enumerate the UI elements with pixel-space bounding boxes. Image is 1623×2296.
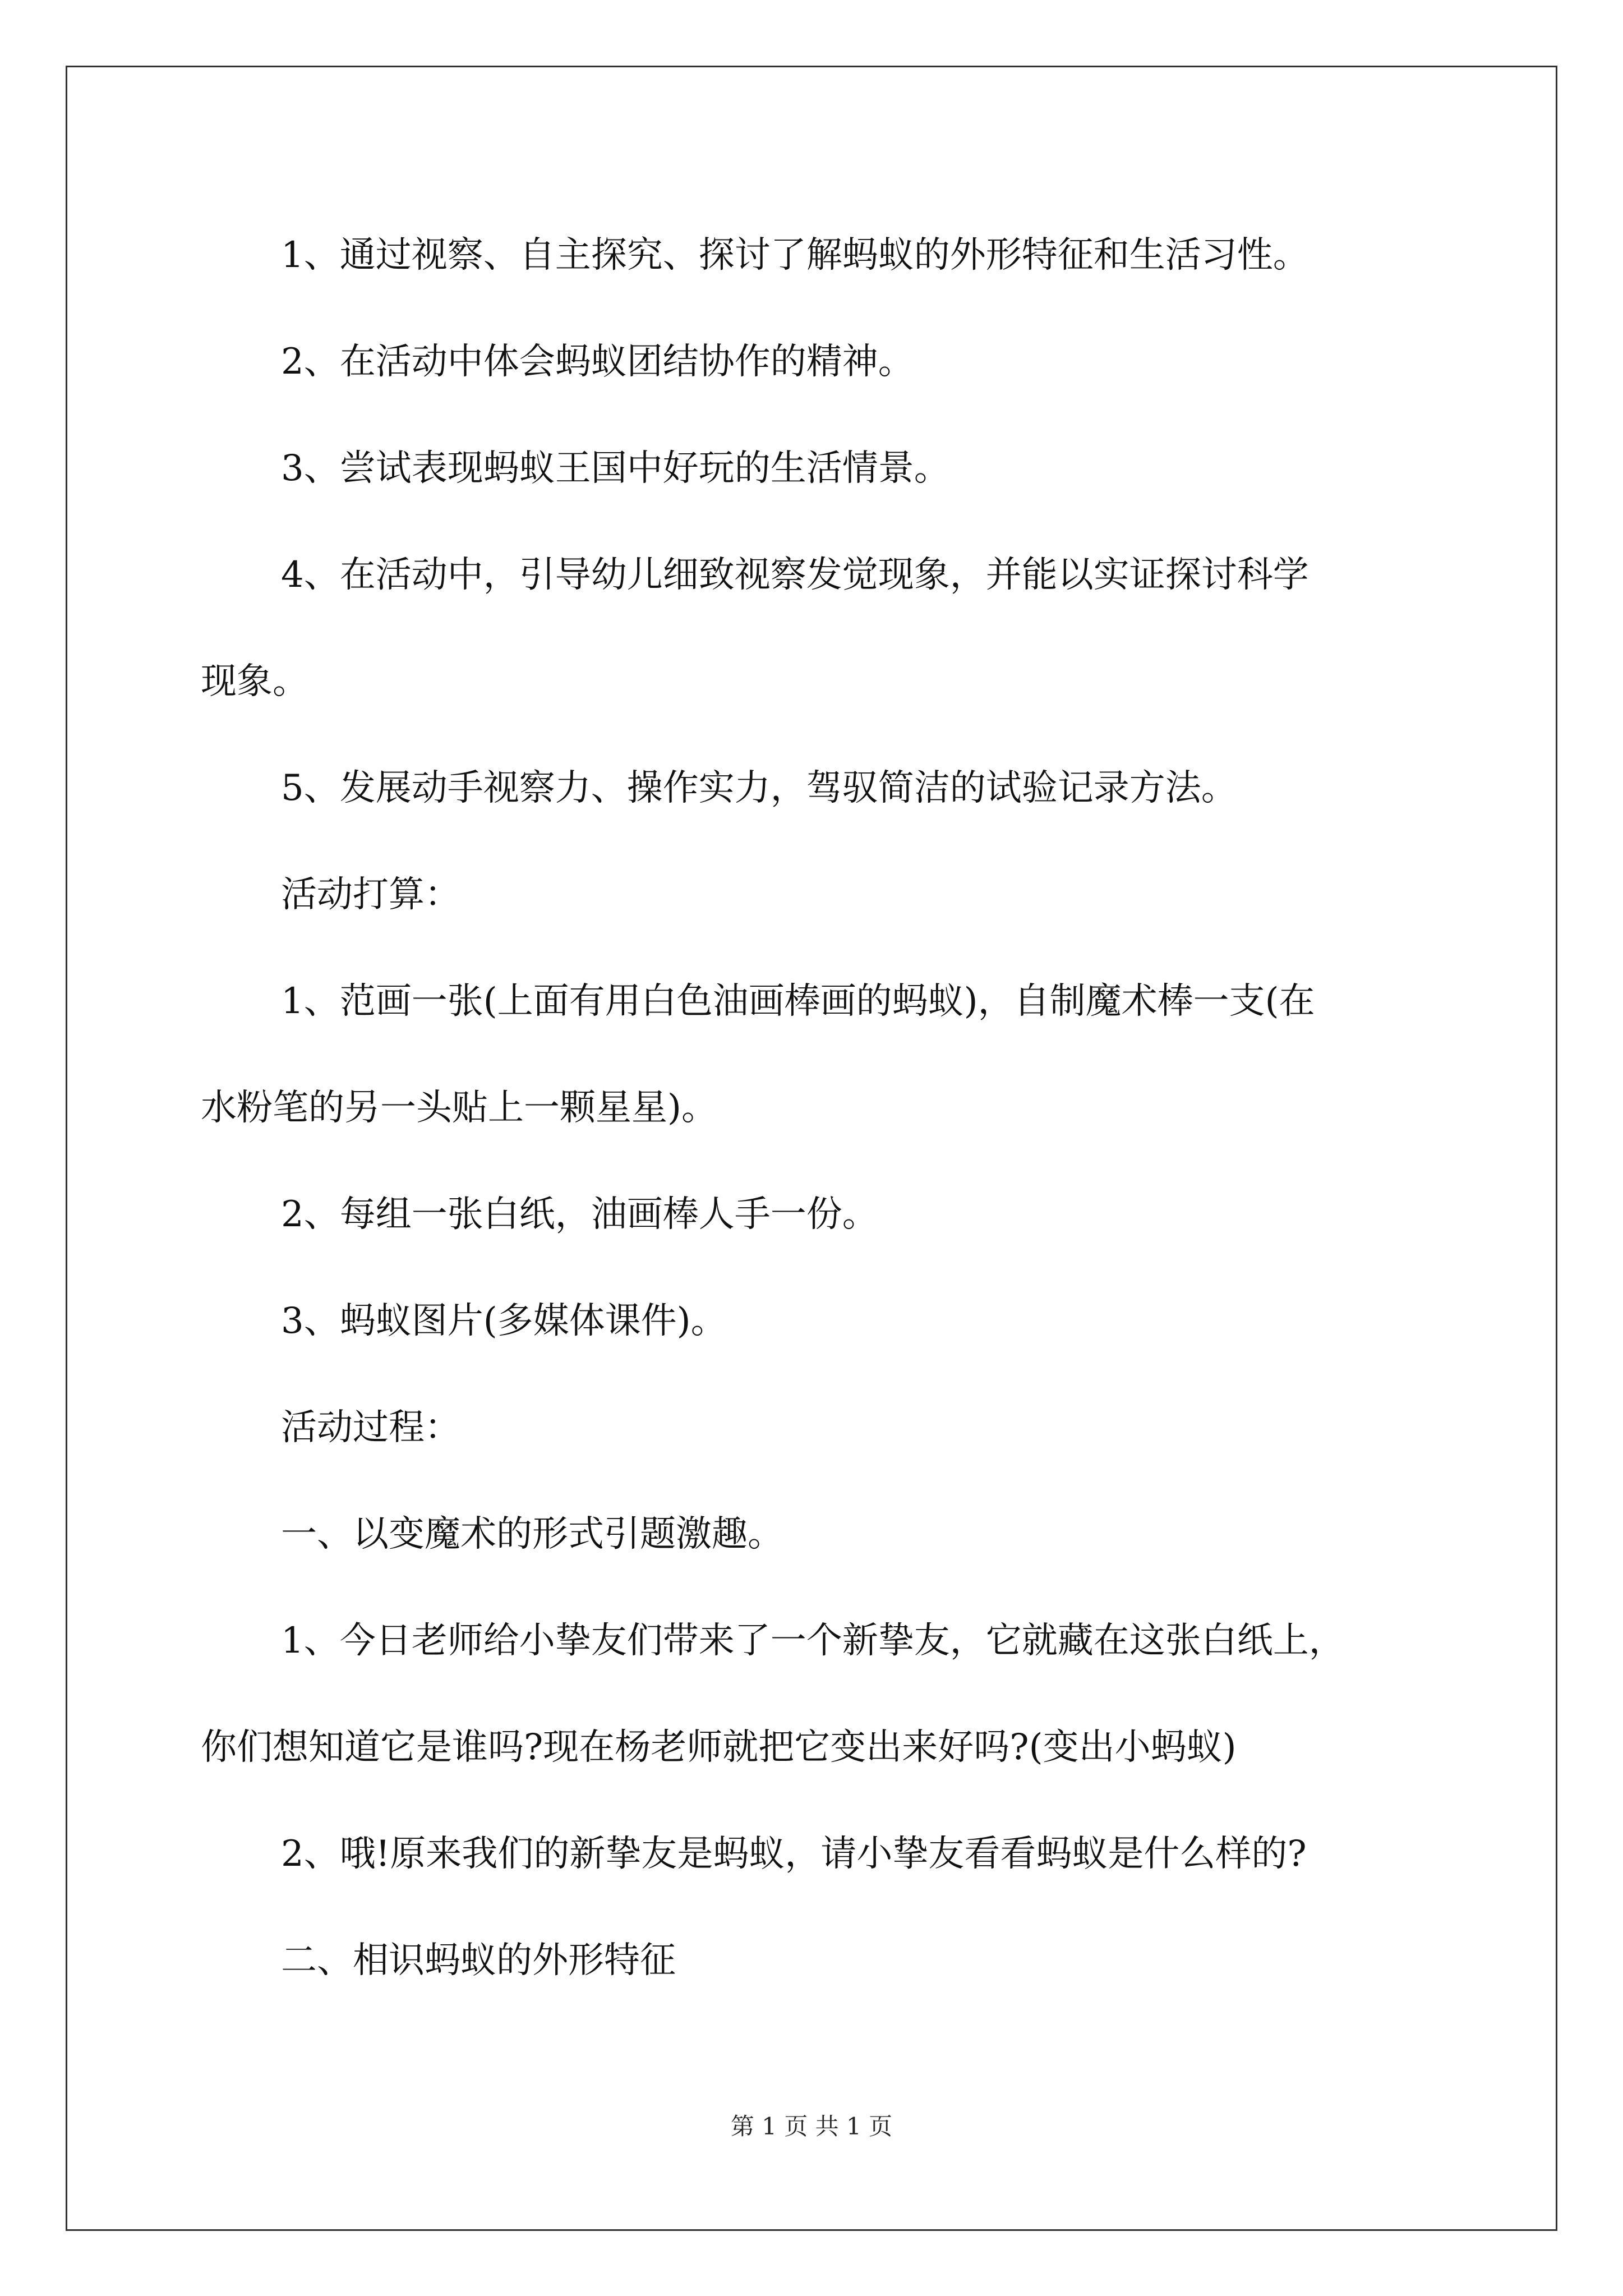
section-heading: 活动打算：: [281, 874, 460, 915]
paragraph: 2、哦!原来我们的新挚友是蚂蚁，请小挚友看看蚂蚁是什么样的?: [281, 1833, 1307, 1875]
document-body: [201, 202, 1491, 2014]
paragraph-continuation: 现象。: [201, 661, 308, 702]
subsection-heading: 二、相识蚂蚁的外形特征: [281, 1940, 676, 1981]
subsection-heading: 一、以变魔术的形式引题激趣。: [281, 1513, 783, 1555]
paragraph: 3、蚂蚁图片(多媒体课件)。: [281, 1300, 727, 1342]
section-heading: 活动过程：: [281, 1407, 460, 1448]
page-footer: 第 1 页 共 1 页: [730, 2113, 893, 2140]
paragraph-continuation: 你们想知道它是谁吗?现在杨老师就把它变出来好吗?(变出小蚂蚁): [201, 1727, 1237, 1768]
paragraph-continuation: 水粉笔的另一头贴上一颗星星)。: [201, 1087, 717, 1129]
paragraph: 1、今日老师给小挚友们带来了一个新挚友，它就藏在这张白纸上，: [281, 1620, 1345, 1662]
paragraph: 1、范画一张(上面有用白色油画棒画的蚂蚁)，自制魔术棒一支(在: [281, 981, 1315, 1022]
paragraph: 2、在活动中体会蚂蚁团结协作的精神。: [281, 341, 914, 383]
paragraph: 4、在活动中，引导幼儿细致视察发觉现象，并能以实证探讨科学: [281, 554, 1309, 596]
paragraph: 5、发展动手视察力、操作实力，驾驭简洁的试验记录方法。: [281, 767, 1237, 809]
paragraph: 2、每组一张白纸，油画棒人手一份。: [281, 1194, 878, 1235]
paragraph: 1、通过视察、自主探究、探讨了解蚂蚁的外形特征和生活习性。: [281, 234, 1309, 276]
paragraph: 3、尝试表现蚂蚁王国中好玩的生活情景。: [281, 448, 950, 489]
